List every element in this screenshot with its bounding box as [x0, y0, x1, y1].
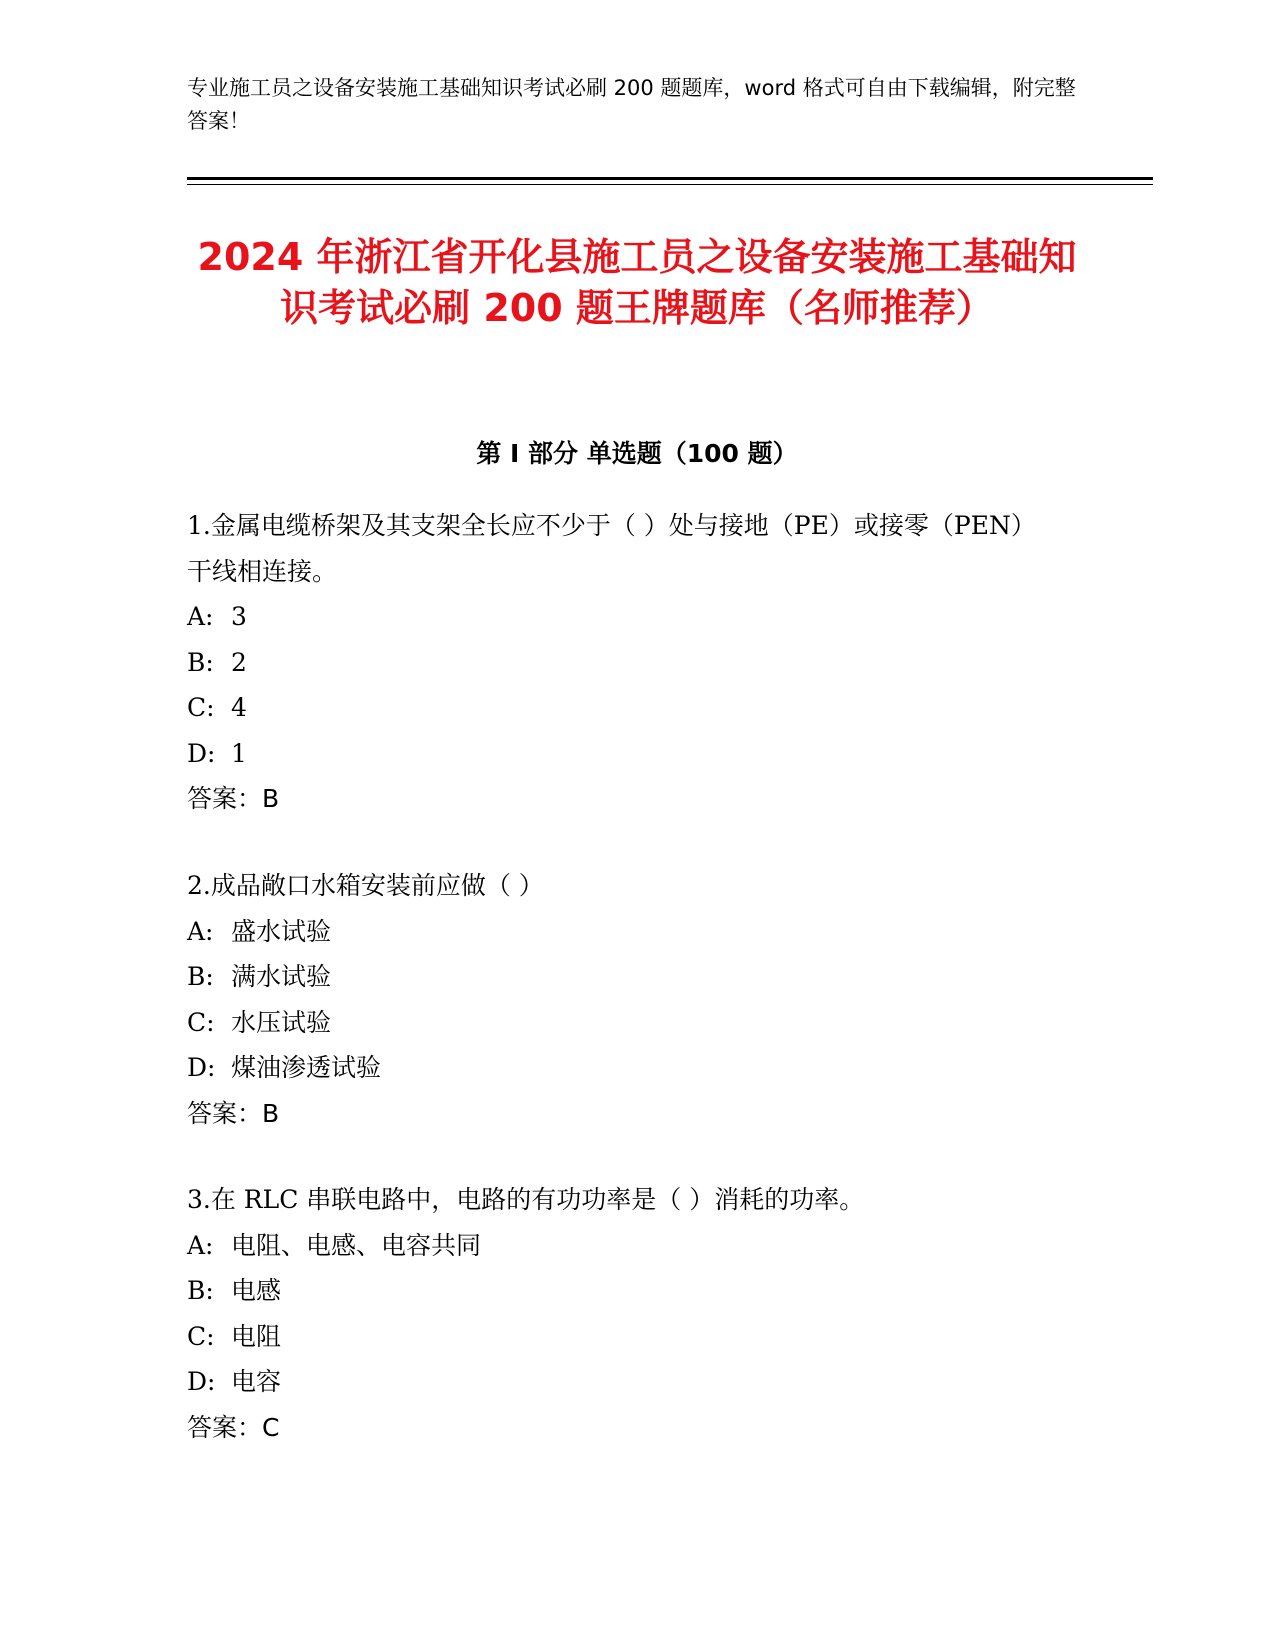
option-letter: B: — [187, 1276, 214, 1305]
question-3 — [187, 1177, 1087, 1450]
option-text: 电阻 — [231, 1321, 282, 1351]
option-letter: C: — [187, 1321, 215, 1351]
option-letter: D: — [187, 1053, 216, 1082]
option-text: 电感 — [231, 1276, 282, 1305]
option-d — [187, 1359, 1087, 1405]
option-text: 1 — [231, 738, 247, 768]
option-letter: A: — [187, 1230, 214, 1260]
option-letter: D: — [187, 738, 216, 768]
option-c — [187, 1314, 1087, 1360]
option-text: 满水试验 — [231, 962, 332, 991]
option-letter: C: — [187, 1007, 215, 1037]
answer-line: 答案：C — [187, 1412, 280, 1442]
option-letter: B: — [187, 647, 214, 677]
option-d — [187, 731, 1087, 777]
option-text: 3 — [231, 602, 247, 631]
question-1 — [187, 503, 1087, 822]
option-text: 4 — [231, 693, 247, 722]
option-c — [187, 1000, 1087, 1046]
option-letter: D: — [187, 1367, 216, 1396]
option-b — [187, 1268, 1087, 1314]
header-divider-thick — [187, 177, 1153, 180]
option-c — [187, 685, 1087, 731]
option-letter: A: — [187, 916, 214, 946]
option-a — [187, 1223, 1087, 1269]
question-text: 3.在 RLC 串联电路中，电路的有功功率是（ ）消耗的功率。 — [187, 1185, 865, 1214]
option-a — [187, 594, 1087, 640]
answer-line: 答案：B — [187, 1098, 280, 1128]
section-heading: 第 I 部分 单选题（100 题） — [476, 439, 798, 468]
option-b — [187, 954, 1087, 1000]
option-text: 电容 — [231, 1367, 282, 1396]
question-text: 2.成品敞口水箱安装前应做（ ） — [187, 871, 544, 900]
answer-line: 答案：B — [187, 784, 280, 813]
option-a — [187, 909, 1087, 955]
option-letter: B: — [187, 962, 214, 991]
option-letter: A: — [187, 602, 214, 631]
question-2 — [187, 863, 1087, 1136]
option-text: 盛水试验 — [231, 916, 332, 946]
option-letter: C: — [187, 693, 215, 722]
header-note: 专业施工员之设备安装施工基础知识考试必刷 200 题题库，word 格式可自由下载编辑，附完整答案！ — [187, 76, 1076, 133]
document-title: 2024 年浙江省开化县施工员之设备安装施工基础知识考试必刷 200 题王牌题库（名师推荐） — [197, 235, 1077, 330]
option-text: 2 — [231, 647, 247, 677]
option-text: 电阻、电感、电容共同 — [231, 1230, 482, 1260]
option-b — [187, 640, 1087, 686]
option-text: 煤油渗透试验 — [231, 1053, 382, 1082]
header-divider-thin — [187, 184, 1153, 185]
question-text: 1.金属电缆桥架及其支架全长应不少于（ ）处与接地（PE）或接零（PEN）干线相连接。 — [187, 511, 1036, 586]
option-text: 水压试验 — [231, 1007, 332, 1037]
option-d — [187, 1045, 1087, 1091]
